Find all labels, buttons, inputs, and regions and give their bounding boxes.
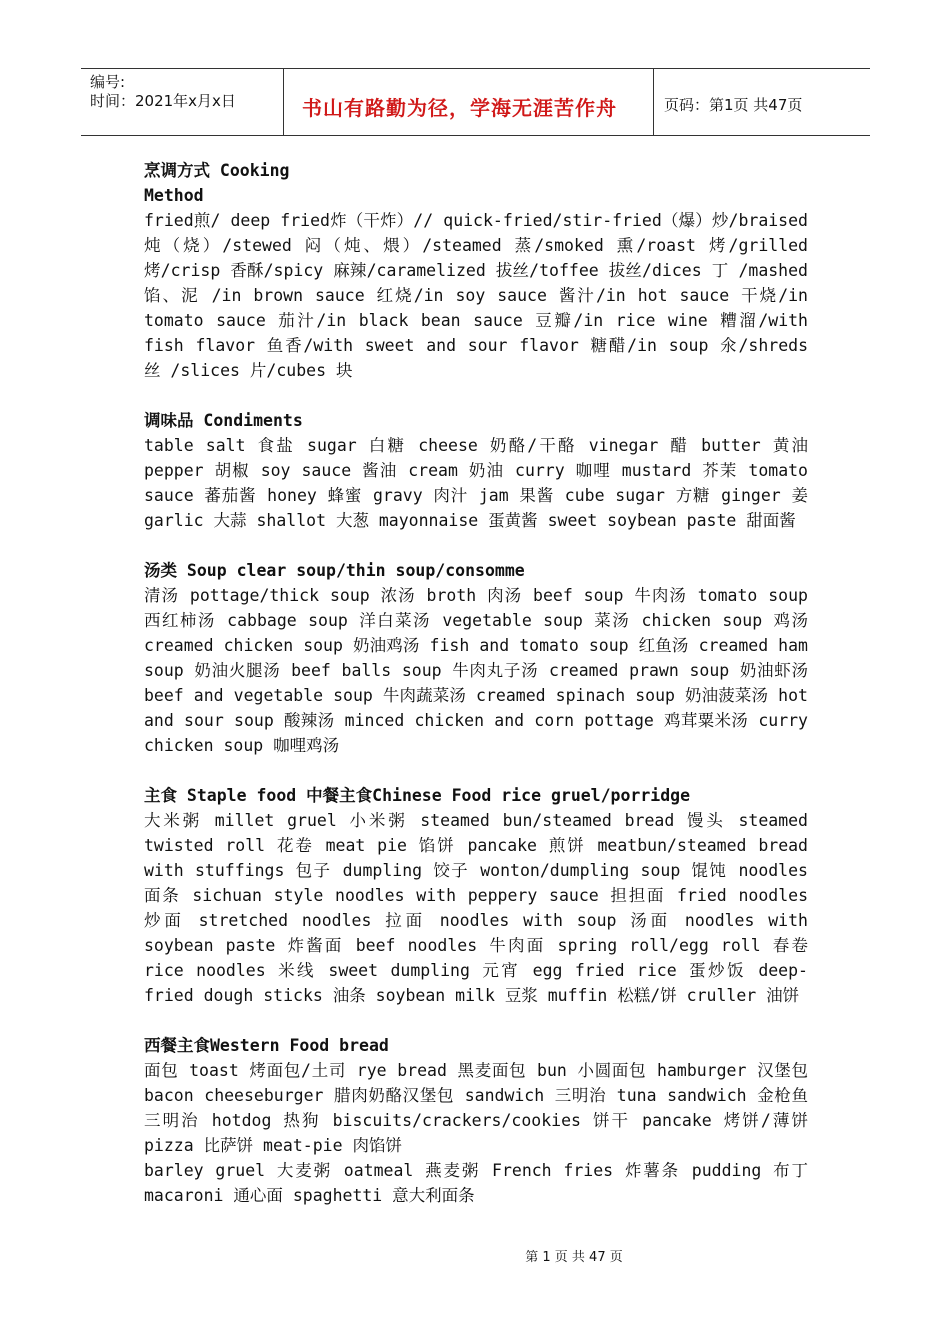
section-soup	[144, 558, 808, 758]
section-heading: 西餐主食Western Food bread	[144, 1036, 389, 1055]
section-cooking-method	[144, 158, 808, 383]
section-heading: 主食 Staple food 中餐主食Chinese Food rice gruel/porridge	[144, 786, 691, 805]
section-heading: 烹调方式 Cooking Method	[144, 161, 290, 205]
section-text: 面包 toast 烤面包/土司 rye bread 黑麦面包 bun 小圆面包 hamburger 汉堡包 bacon cheeseburger 腊肉奶酪汉堡包 sandwich 三明治 tuna sandwich 金枪鱼三明治 hotdog 热狗 biscuits/crackers/cookies 饼干 pancake 烤饼/薄饼 pizza 比萨饼 meat-pie 肉馅饼	[144, 1061, 808, 1155]
section-heading: 调味品 Condiments	[144, 411, 303, 430]
header-info-cell	[81, 69, 283, 135]
header-page-cell	[654, 69, 870, 135]
document-date: 时间：2021年x月x日	[90, 92, 236, 110]
section-text: 清汤 pottage/thick soup 浓汤 broth 肉汤 beef soup 牛肉汤 tomato soup 西红柿汤 cabbage soup 洋白菜汤 vegetable soup 菜汤 chicken soup 鸡汤 creamed chicken soup 奶油鸡汤 fish and tomato soup 红鱼汤 creamed ham soup 奶油火腿汤 beef balls soup 牛肉丸子汤 creamed prawn soup 奶油虾汤 beef and vegetable soup 牛肉蔬菜汤 creamed spinach soup 奶油菠菜汤 hot and sour soup 酸辣汤 minced chicken and corn pottage 鸡茸粟米汤 curry chicken soup 咖哩鸡汤	[144, 586, 808, 755]
section-western-food	[144, 1033, 808, 1208]
document-number-label: 编号:	[90, 73, 126, 91]
page-header	[81, 68, 870, 136]
header-motto-cell	[283, 69, 654, 135]
document-body	[144, 158, 808, 1233]
section-staple-food	[144, 783, 808, 1008]
page-footer	[0, 1246, 950, 1265]
footer-page-number: 第 1 页 共 47 页	[525, 1250, 623, 1265]
section-text: table salt 食盐 sugar 白糖 cheese 奶酪/干酪 vinegar 醋 butter 黄油 pepper 胡椒 soy sauce 酱油 cream 奶油 curry 咖哩 mustard 芥茉 tomato sauce 蕃茄酱 honey 蜂蜜 gravy 肉汁 jam 果酱 cube sugar 方糖 ginger 姜 garlic 大蒜 shallot 大葱 mayonnaise 蛋黄酱 sweet soybean paste 甜面酱	[144, 436, 808, 530]
header-motto: 书山有路勤为径，学海无涯苦作舟	[302, 96, 617, 120]
section-text-continued: barley gruel 大麦粥 oatmeal 燕麦粥 French fries 炸薯条 pudding 布丁 macaroni 通心面 spaghetti 意大利面条	[144, 1161, 808, 1205]
section-condiments	[144, 408, 808, 533]
section-text: 大米粥 millet gruel 小米粥 steamed bun/steamed bread 馒头 steamed twisted roll 花卷 meat pie 馅饼 pancake 煎饼 meatbun/steamed bread with stuffings 包子 dumpling 饺子 wonton/dumpling soup 馄饨 noodles 面条 sichuan style noodles with peppery sauce 担担面 fried noodles 炒面 stretched noodles 拉面 noodles with soup 汤面 noodles with soybean paste 炸酱面 beef noodles 牛肉面 spring roll/egg roll 春卷 rice noodles 米线 sweet dumpling 元宵 egg fried rice 蛋炒饭 deep-fried dough sticks 油条 soybean milk 豆浆 muffin 松糕/饼 cruller 油饼	[144, 811, 808, 1005]
header-page-code: 页码：第1页 共47页	[664, 96, 803, 114]
section-text: fried煎/ deep fried炸（干炸）// quick-fried/stir-fried（爆）炒/braised 炖（烧）/stewed 闷（炖、煨）/steamed 蒸/smoked 熏/roast 烤/grilled 烤/crisp 香酥/spicy 麻辣/caramelized 拔丝/toffee 拔丝/dices 丁 /mashed 馅、泥 /in brown sauce 红烧/in soy sauce 酱汁/in hot sauce 干烧/in tomato sauce 茄汁/in black bean sauce 豆瓣/in rice wine 糟溜/with fish flavor 鱼香/with sweet and sour flavor 糖醋/in soup 氽/shreds 丝 /slices 片/cubes 块	[144, 211, 808, 380]
section-heading: 汤类 Soup clear soup/thin soup/consomme	[144, 561, 525, 580]
